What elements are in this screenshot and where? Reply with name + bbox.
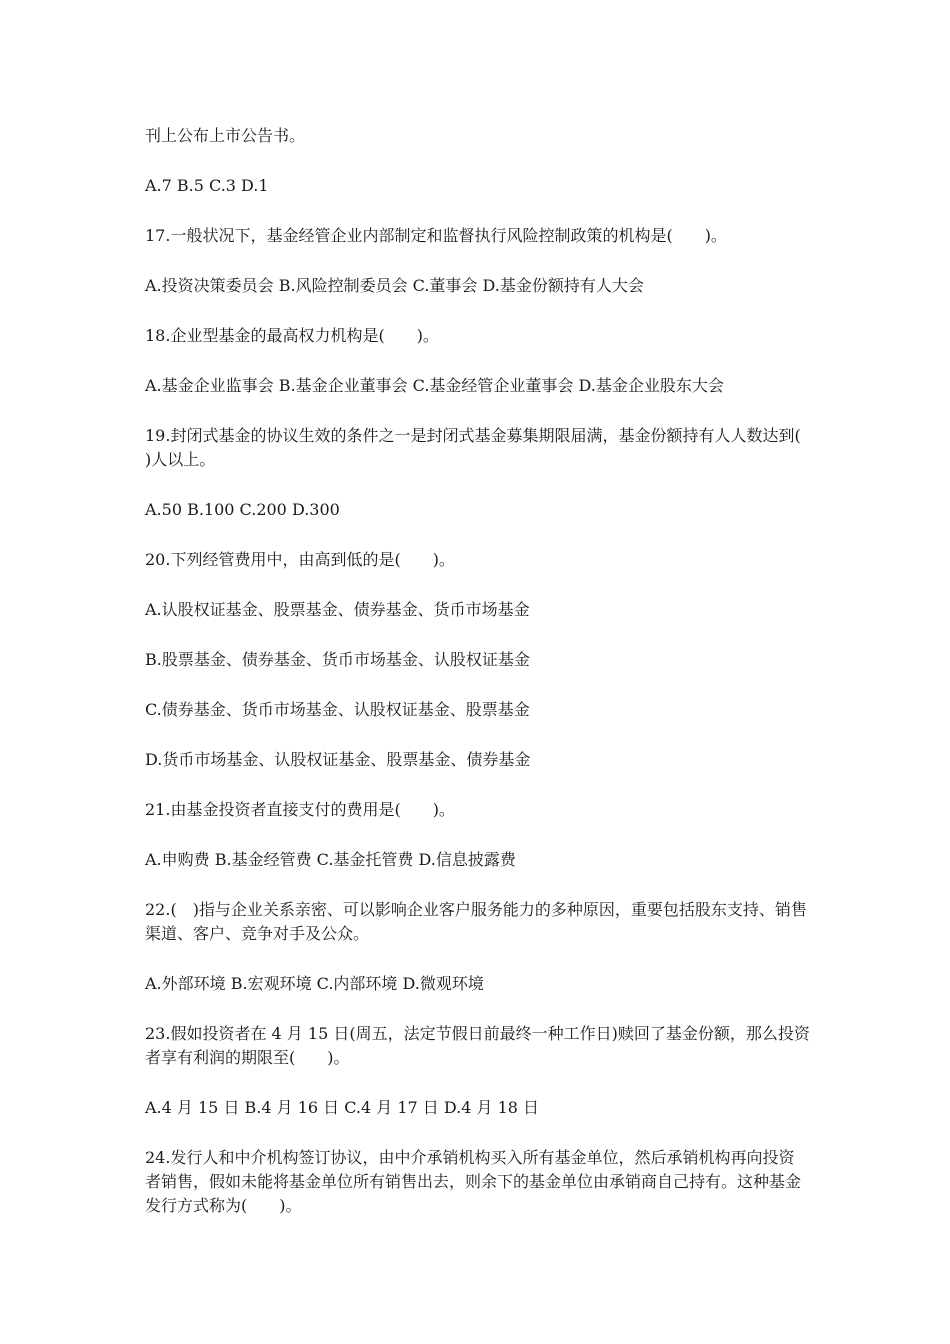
question-20: 20.下列经管费用中，由高到低的是( )。 <box>145 550 455 569</box>
question-19: 19.封闭式基金的协议生效的条件之一是封闭式基金募集期限届满，基金份额持有人人数达到( )人以上。 <box>145 426 833 469</box>
answer-options-23: A.4 月 15 日 B.4 月 16 日 C.4 月 17 日 D.4 月 18 日 <box>145 1098 540 1117</box>
question-22: 22.( )指与企业关系亲密、可以影响企业客户服务能力的多种原因，重要包括股东支持、销售渠道、客户、竞争对手及公众。 <box>145 900 807 943</box>
answer-options-18: A.基金企业监事会 B.基金企业董事会 C.基金经管企业董事会 D.基金企业股东大会 <box>145 376 724 395</box>
answer-options-19: A.50 B.100 C.200 D.300 <box>145 500 340 519</box>
answer-option-20-a: A.认股权证基金、股票基金、债券基金、货币市场基金 <box>145 600 530 619</box>
answer-option-20-b: B.股票基金、债券基金、货币市场基金、认股权证基金 <box>145 650 530 669</box>
paragraph-intro-continuation: 刊上公布上市公告书。 <box>145 126 306 145</box>
answer-options-22: A.外部环境 B.宏观环境 C.内部环境 D.微观环境 <box>145 974 484 993</box>
answer-options-21: A.申购费 B.基金经管费 C.基金托管费 D.信息披露费 <box>145 850 516 869</box>
question-21: 21.由基金投资者直接支付的费用是( )。 <box>145 800 455 819</box>
answer-options-17: A.投资决策委员会 B.风险控制委员会 C.董事会 D.基金份额持有人大会 <box>145 276 644 295</box>
document-body <box>145 124 833 1244</box>
answer-option-20-c: C.债券基金、货币市场基金、认股权证基金、股票基金 <box>145 700 530 719</box>
question-23: 23.假如投资者在 4 月 15 日(周五，法定节假日前最终一种工作日)赎回了基金份额，那么投资者享有利润的期限至( )。 <box>145 1024 810 1067</box>
answer-options-16: A.7 B.5 C.3 D.1 <box>145 176 269 195</box>
question-17: 17.一般状况下，基金经管企业内部制定和监督执行风险控制政策的机构是( )。 <box>145 226 727 245</box>
answer-option-20-d: D.货币市场基金、认股权证基金、股票基金、债券基金 <box>145 750 531 769</box>
question-18: 18.企业型基金的最高权力机构是( )。 <box>145 326 439 345</box>
question-24: 24.发行人和中介机构签订协议，由中介承销机构买入所有基金单位，然后承销机构再向投资者销售，假如未能将基金单位所有销售出去，则余下的基金单位由承销商自己持有。这种基金发行方式称为( )。 <box>145 1148 802 1215</box>
